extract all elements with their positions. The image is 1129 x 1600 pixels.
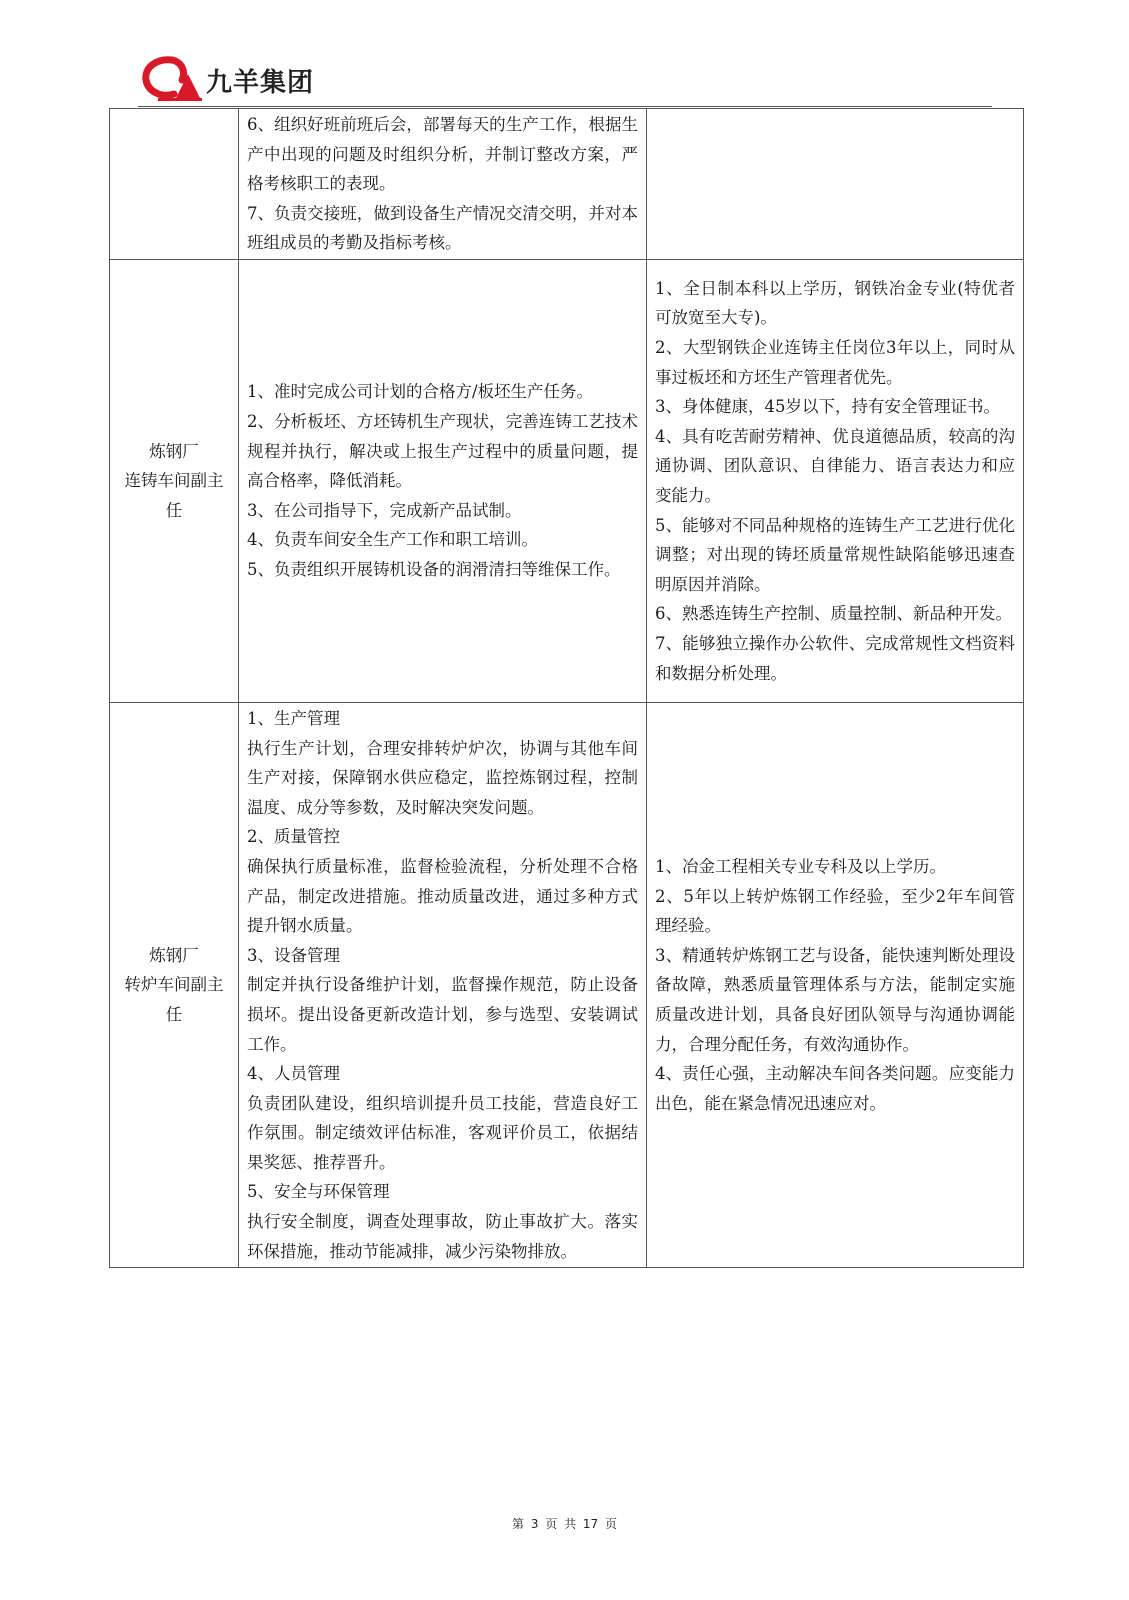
table-row <box>110 702 1024 1267</box>
requirement-item: 4、责任心强，主动解决车间各类问题。应变能力出色，能在紧急情况迅速应对。 <box>655 1064 1015 1113</box>
duty-heading: 4、人员管理 <box>247 1064 340 1084</box>
duty-item: 负责团队建设，组织培训提升员工技能，营造良好工作氛围。制定绩效评估标准，客观评价员工，依据结果奖惩、推荐晋升。 <box>247 1093 638 1172</box>
header-rule <box>138 106 992 107</box>
duty-item: 执行生产计划，合理安排转炉炉次，协调与其他车间生产对接，保障钢水供应稳定，监控炼钢过程，控制温度、成分等参数，及时解决突发问题。 <box>247 738 638 817</box>
table-row <box>110 109 1024 260</box>
duties-cell <box>239 109 647 260</box>
position-title: 连铸车间副主任 <box>124 471 224 520</box>
requirement-item: 2、大型钢铁企业连铸主任岗位3年以上，同时从事过板坯和方坯生产管理者优先。 <box>655 338 1015 387</box>
duty-item: 确保执行质量标准，监督检验流程，分析处理不合格产品，制定改进措施。推动质量改进，通过多种方式提升钢水质量。 <box>247 856 638 936</box>
duty-item: 1、准时完成公司计划的合格方/板坯生产任务。 <box>247 382 594 402</box>
requirement-item: 4、具有吃苦耐劳精神、优良道德品质，较高的沟通协调、团队意识、自律能力、语言表达力和应变能力。 <box>655 426 1015 505</box>
company-logo-icon <box>142 54 202 104</box>
company-name: 九羊集团 <box>206 68 315 98</box>
position-cell <box>110 702 239 1267</box>
requirement-item: 1、冶金工程相关专业专科及以上学历。 <box>655 856 946 876</box>
requirements-cell <box>647 702 1024 1267</box>
duty-item: 6、组织好班前班后会，部署每天的生产工作，根据生产中出现的问题及时组织分析，并制订整改方案，严格考核职工的表现。 <box>247 115 638 194</box>
position-cell <box>110 259 239 702</box>
position-cell <box>110 109 239 260</box>
requirements-cell <box>647 259 1024 702</box>
duty-item: 5、负责组织开展铸机设备的润滑清扫等维保工作。 <box>247 559 621 579</box>
requirement-item: 2、5年以上转炉炼钢工作经验，至少2年车间管理经验。 <box>655 886 1015 936</box>
duty-heading: 5、安全与环保管理 <box>247 1182 390 1202</box>
duty-item: 2、分析板坯、方坯铸机生产现状，完善连铸工艺技术规程并执行，解决或上报生产过程中的质量问题，提高合格率，降低消耗。 <box>247 411 638 491</box>
page-number: 第 3 页 共 17 页 <box>512 1517 617 1531</box>
department-name: 炼钢厂 <box>149 441 199 461</box>
position-title: 转炉车间副主任 <box>124 975 224 1024</box>
duty-item: 4、负责车间安全生产工作和职工培训。 <box>247 530 538 550</box>
duty-item: 执行安全制度，调查处理事故，防止事故扩大。落实环保措施，推动节能减排，减少污染物排放。 <box>247 1212 638 1261</box>
duty-heading: 3、设备管理 <box>247 945 340 965</box>
requirement-item: 3、精通转炉炼钢工艺与设备，能快速判断处理设备故障，熟悉质量管理体系与方法，能制定实施质量改进计划，具备良好团队领导与沟通协调能力，合理分配任务，有效沟通协作。 <box>655 945 1015 1054</box>
table-row <box>110 259 1024 702</box>
duty-item: 3、在公司指导下，完成新产品试制。 <box>247 500 522 520</box>
requirement-item: 5、能够对不同品种规格的连铸生产工艺进行优化调整；对出现的铸坯质量常规性缺陷能够迅速查明原因并消除。 <box>655 515 1015 594</box>
duties-cell <box>239 259 647 702</box>
requirements-cell <box>647 109 1024 260</box>
duty-heading: 1、生产管理 <box>247 708 340 728</box>
duty-heading: 2、质量管控 <box>247 827 340 847</box>
requirement-item: 6、熟悉连铸生产控制、质量控制、新品种开发。 <box>655 604 1012 624</box>
requirement-item: 7、能够独立操作办公软件、完成常规性文档资料和数据分析处理。 <box>655 633 1015 683</box>
requirement-item: 3、身体健康，45岁以下，持有安全管理证书。 <box>655 397 1000 417</box>
duties-cell <box>239 702 647 1267</box>
requirement-item: 1、全日制本科以上学历，钢铁冶金专业(特优者可放宽至大专)。 <box>655 278 1015 328</box>
department-name: 炼钢厂 <box>149 945 199 965</box>
duty-item: 7、负责交接班，做到设备生产情况交清交明，并对本班组成员的考勤及指标考核。 <box>247 203 638 253</box>
job-table <box>109 108 1024 1268</box>
duty-item: 制定并执行设备维护计划，监督操作规范，防止设备损坏。提出设备更新改造计划，参与选型、安装调试工作。 <box>247 975 638 1054</box>
